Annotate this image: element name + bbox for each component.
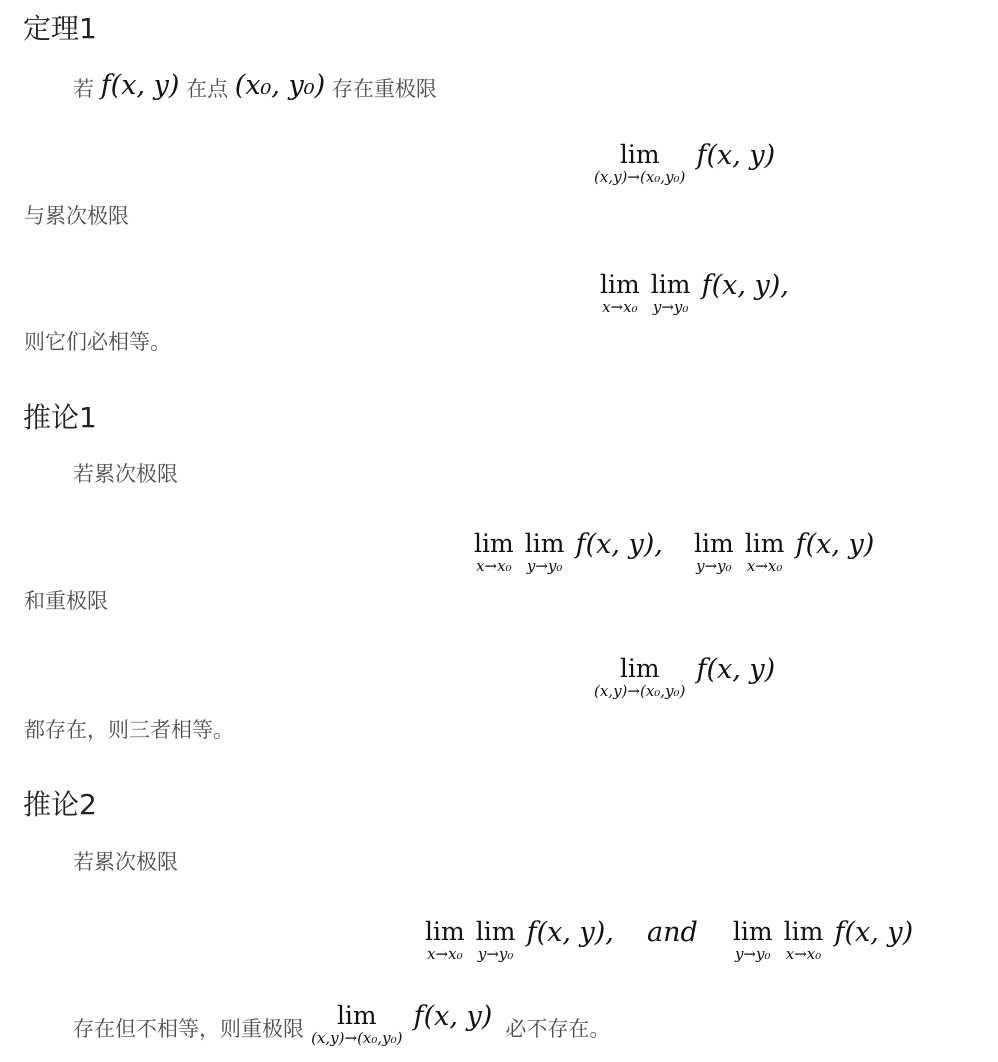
and-word: and xyxy=(646,917,698,948)
theorem1-iterated-limit xyxy=(600,272,789,315)
lim-subscript: y→y₀ xyxy=(652,298,689,316)
corollary2-iterated-limits xyxy=(425,919,913,962)
lim-subscript: y→y₀ xyxy=(696,557,732,575)
lim-operator: lim x→x₀ xyxy=(425,917,465,963)
limit-expression: f(x, y), xyxy=(701,270,789,301)
theorem1-intro xyxy=(73,72,437,99)
limit-expression: f(x, y), xyxy=(575,529,663,560)
corollary1-heading: 推论1 xyxy=(23,401,97,434)
lim-operator: lim y→y₀ xyxy=(732,917,773,963)
lim-subscript: (x,y)→(x₀,y₀) xyxy=(594,168,686,186)
limit-expression: f(x, y), xyxy=(526,917,614,948)
intro-suffix: 存在重极限 xyxy=(331,77,437,101)
function-expression: f(x, y) xyxy=(100,70,180,101)
lim-operator: lim (x,y)→(x₀,y₀) xyxy=(311,1001,403,1047)
lim-operator: lim y→y₀ xyxy=(475,917,516,963)
corollary1-intro: 若累次极限 xyxy=(73,462,178,486)
theorem1-double-limit xyxy=(594,142,775,185)
limit-expression: f(x, y) xyxy=(795,529,875,560)
lim-operator: lim (x,y)→(x₀,y₀) xyxy=(594,654,686,700)
corollary2-intro: 若累次极限 xyxy=(73,850,178,874)
corollary1-double-limit xyxy=(594,656,775,699)
limit-expression: f(x, y) xyxy=(696,654,776,685)
lim-subscript: x→x₀ xyxy=(785,945,822,963)
conclusion-prefix: 存在但不相等，则重极限 xyxy=(73,1017,304,1041)
lim-subscript: (x,y)→(x₀,y₀) xyxy=(594,682,686,700)
lim-subscript: y→y₀ xyxy=(526,557,563,575)
lim-subscript: x→x₀ xyxy=(602,298,638,316)
limit-expression: f(x, y) xyxy=(696,140,776,171)
lim-operator: lim y→y₀ xyxy=(650,270,691,316)
limit-expression: f(x, y) xyxy=(413,1001,493,1032)
corollary1-iterated-limits xyxy=(474,531,874,574)
lim-subscript: y→y₀ xyxy=(477,945,514,963)
lim-subscript: x→x₀ xyxy=(427,945,463,963)
intro-mid: 在点 xyxy=(186,77,229,101)
lim-operator: lim y→y₀ xyxy=(693,529,734,575)
lim-subscript: (x,y)→(x₀,y₀) xyxy=(311,1029,403,1047)
lim-operator: lim x→x₀ xyxy=(474,529,514,575)
corollary2-conclusion xyxy=(73,1003,610,1046)
lim-subscript: x→x₀ xyxy=(746,557,783,575)
lim-operator: lim (x,y)→(x₀,y₀) xyxy=(594,140,686,186)
corollary2-heading: 推论2 xyxy=(23,788,97,821)
corollary1-link-text: 和重极限 xyxy=(24,589,108,613)
lim-subscript: x→x₀ xyxy=(476,557,512,575)
limit-expression: f(x, y) xyxy=(834,917,914,948)
lim-operator: lim y→y₀ xyxy=(524,529,565,575)
lim-operator: lim x→x₀ xyxy=(600,270,640,316)
theorem1-conclusion: 则它们必相等。 xyxy=(24,330,171,354)
corollary1-conclusion: 都存在，则三者相等。 xyxy=(24,718,234,742)
theorem1-link-text: 与累次极限 xyxy=(24,204,129,228)
lim-operator: lim x→x₀ xyxy=(744,529,785,575)
conclusion-suffix: 必不存在。 xyxy=(505,1017,611,1041)
theorem1-heading: 定理1 xyxy=(23,12,97,45)
lim-subscript: y→y₀ xyxy=(734,945,771,963)
lim-operator: lim x→x₀ xyxy=(783,917,824,963)
intro-prefix: 若 xyxy=(73,77,94,101)
point-expression: (x₀, y₀) xyxy=(234,70,326,101)
